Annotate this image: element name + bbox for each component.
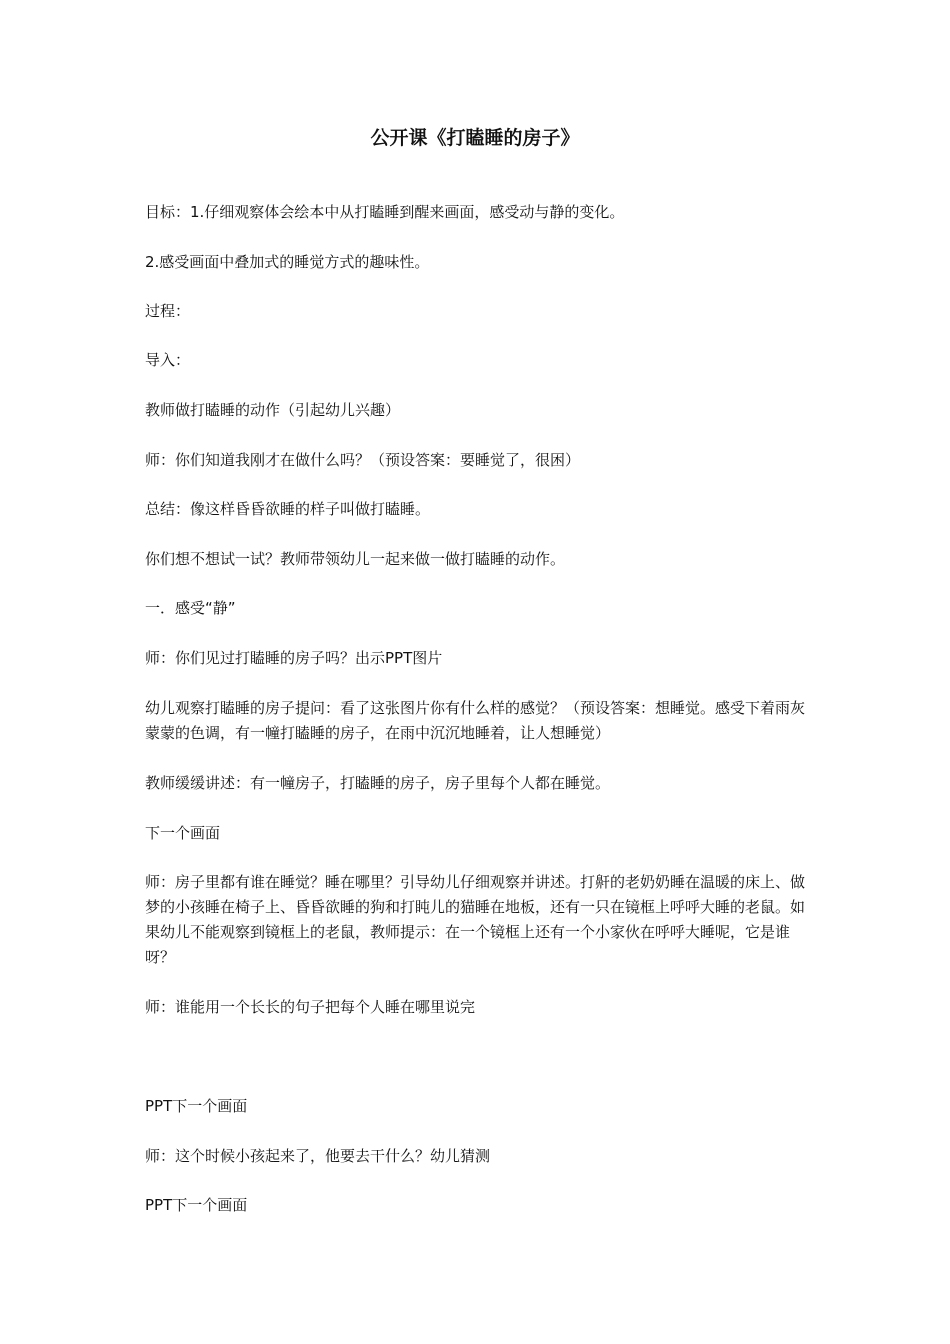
paragraph-question-3: 师：谁能用一个长长的句子把每个人睡在哪里说完 [145, 998, 476, 1016]
paragraph-ppt-next-2: PPT下一个画面 [145, 1196, 248, 1214]
paragraph-teacher-action: 教师做打瞌睡的动作（引起幼儿兴趣） [145, 401, 401, 419]
paragraph-goal-1: 目标：1.仔细观察体会绘本中从打瞌睡到醒来画面，感受动与静的变化。 [145, 203, 625, 221]
paragraph-summary: 总结：像这样昏昏欲睡的样子叫做打瞌睡。 [145, 500, 431, 518]
document-title: 公开课《打瞌睡的房子》 [370, 127, 580, 149]
paragraph-try: 你们想不想试一试？教师带领幼儿一起来做一做打瞌睡的动作。 [145, 550, 566, 568]
paragraph-ppt-next-1: PPT下一个画面 [145, 1097, 248, 1115]
paragraph-goal-2: 2.感受画面中叠加式的睡觉方式的趣味性。 [145, 253, 430, 271]
paragraph-narrate: 教师缓缓讲述：有一幢房子，打瞌睡的房子，房子里每个人都在睡觉。 [145, 774, 611, 792]
paragraph-intro: 导入： [145, 351, 191, 369]
paragraph-process: 过程： [145, 302, 191, 320]
paragraph-next-1: 下一个画面 [145, 824, 221, 842]
paragraph-ppt-1: 师：你们见过打瞌睡的房子吗？出示PPT图片 [145, 649, 443, 667]
paragraph-question-2: 师：房子里都有谁在睡觉？睡在哪里？引导幼儿仔细观察并讲述。打鼾的老奶奶睡在温暖的床上、做梦的小孩睡在椅子上、昏昏欲睡的狗和打盹儿的猫睡在地板，还有一只在镜框上呼呼大睡的老鼠。如果幼儿不能观察到镜框上的老鼠，教师提示：在一个镜框上还有一个小家伙在呼呼大睡呢，它是谁呀？ [145, 873, 806, 966]
paragraph-observe: 幼儿观察打瞌睡的房子提问：看了这张图片你有什么样的感觉？（预设答案：想睡觉。感受下着雨灰蒙蒙的色调，有一幢打瞌睡的房子，在雨中沉沉地睡着，让人想睡觉） [145, 699, 806, 742]
paragraph-question-1: 师：你们知道我刚才在做什么吗？（预设答案：要睡觉了，很困） [145, 451, 581, 469]
paragraph-section-1: 一．感受“静” [145, 599, 236, 617]
paragraph-question-4: 师：这个时候小孩起来了，他要去干什么？幼儿猜测 [145, 1147, 491, 1165]
